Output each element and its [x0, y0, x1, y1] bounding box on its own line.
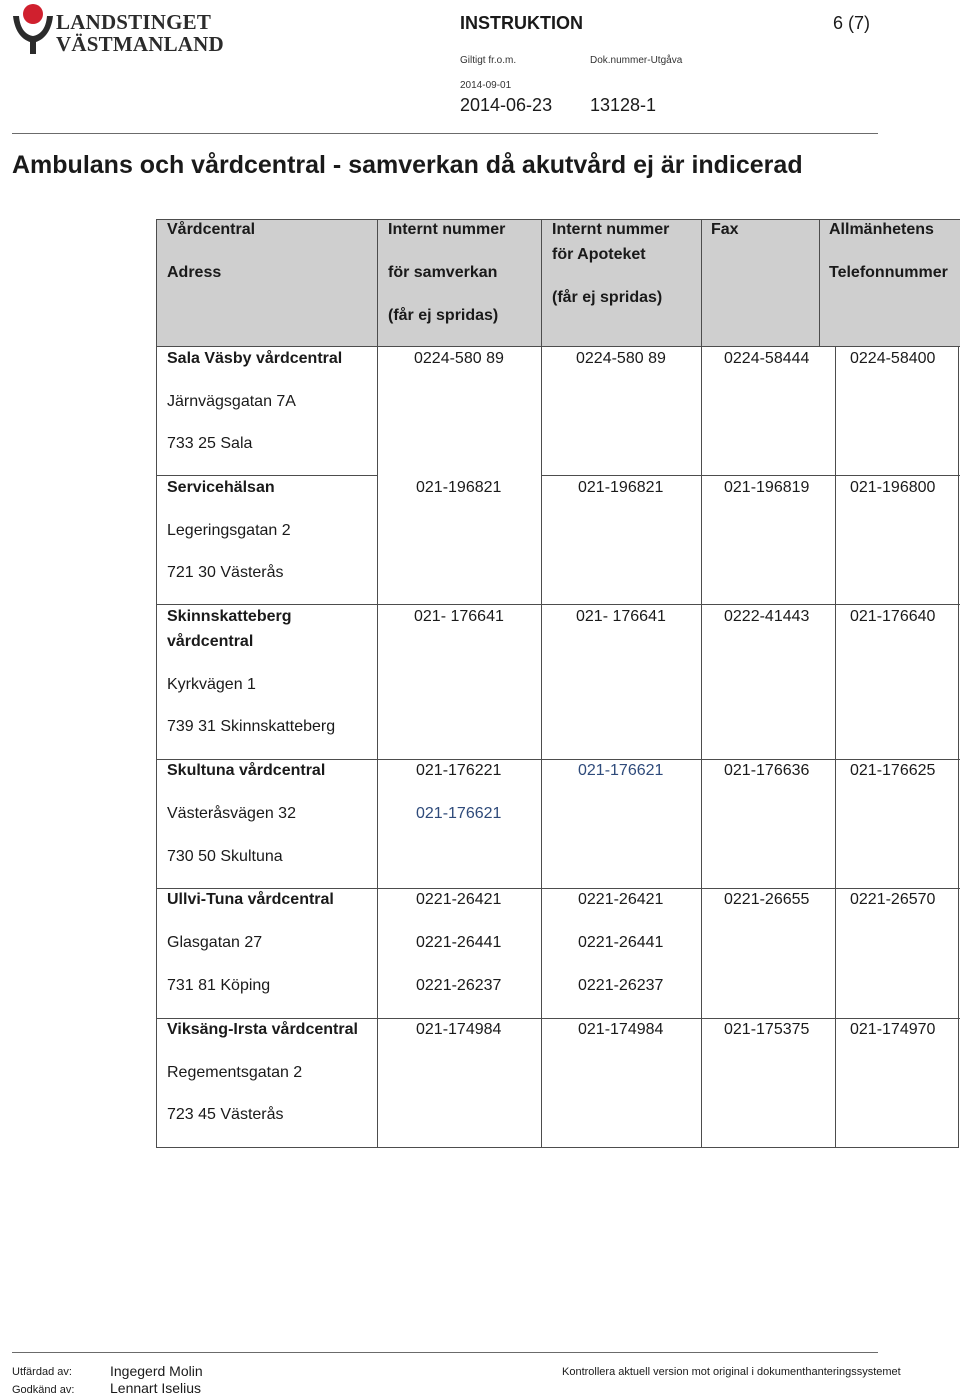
column-rule	[701, 219, 702, 1148]
row-rule	[157, 1018, 960, 1019]
header-fax: Fax	[711, 221, 739, 238]
row-internal-number: 0224-580 89	[414, 350, 504, 367]
row-public-number: 021-176625	[850, 762, 936, 779]
valid-from-date: 2014-06-23	[460, 95, 553, 115]
row-address: Regementsgatan 2	[167, 1064, 303, 1081]
row-address: 733 25 Sala	[167, 435, 253, 452]
row-fax: 0221-26655	[724, 891, 810, 908]
document-type: INSTRUKTION	[460, 13, 583, 33]
header-public-1: Allmänhetens	[829, 221, 934, 238]
row-rule	[157, 475, 377, 476]
header-public-2: Telefonnummer	[829, 264, 948, 281]
issued-by-label: Utfärdad av:	[12, 1366, 72, 1378]
header-vardcentral: Vårdcentral	[167, 221, 256, 238]
row-fax: 021-176636	[724, 762, 810, 779]
row-pharmacy-number: 0221-26421	[578, 891, 664, 908]
logo-text-line1: LANDSTINGET	[56, 10, 212, 34]
row-internal-number-link[interactable]: 021-176621	[416, 805, 502, 822]
row-address: 731 81 Köping	[167, 977, 271, 994]
row-name: vårdcentral	[167, 633, 254, 650]
page-title: Ambulans och vårdcentral - samverkan då akutvård ej är indicerad	[12, 151, 803, 179]
row-address: Västeråsvägen 32	[167, 805, 296, 822]
approved-by-label: Godkänd av:	[12, 1384, 75, 1396]
header-adress: Adress	[167, 264, 222, 281]
column-rule	[377, 219, 378, 1148]
column-rule	[835, 347, 836, 1148]
row-internal-number: 021-176221	[416, 762, 502, 779]
header-pharmacy-3: (får ej spridas)	[552, 289, 663, 306]
organization-logo	[10, 2, 224, 56]
document-number-label: Dok.nummer-Utgåva	[590, 55, 683, 66]
row-address: 723 45 Västerås	[167, 1106, 284, 1123]
row-address: 730 50 Skultuna	[167, 848, 283, 865]
column-rule	[819, 219, 820, 347]
header-internal-1: Internt nummer	[388, 221, 506, 238]
row-public-number: 021-196800	[850, 479, 936, 496]
row-name: Skultuna vårdcentral	[167, 762, 326, 779]
row-pharmacy-number-link[interactable]: 021-176621	[578, 762, 664, 779]
row-name: Ullvi-Tuna vårdcentral	[167, 891, 334, 908]
row-name: Sala Väsby vårdcentral	[167, 350, 343, 367]
row-internal-number: 0221-26441	[416, 934, 502, 951]
row-public-number: 0224-58400	[850, 350, 936, 367]
approved-by: Lennart Iselius	[110, 1380, 202, 1396]
row-fax: 021-196819	[724, 479, 810, 496]
header-internal-2: för samverkan	[388, 264, 498, 281]
revision-date: 2014-09-01	[460, 80, 512, 91]
row-name: Skinnskatteberg	[167, 608, 292, 625]
row-pharmacy-number: 0221-26237	[578, 977, 664, 994]
row-public-number: 021-176640	[850, 608, 936, 625]
header-internal-3: (får ej spridas)	[388, 307, 499, 324]
valid-from-label: Giltigt fr.o.m.	[460, 55, 517, 66]
row-rule	[157, 604, 960, 605]
row-name: Servicehälsan	[167, 479, 275, 496]
column-rule	[541, 219, 542, 1148]
row-fax: 021-175375	[724, 1021, 810, 1038]
row-address: Glasgatan 27	[167, 934, 263, 951]
row-pharmacy-number: 021-196821	[578, 479, 664, 496]
page-number: 6 (7)	[833, 13, 871, 33]
issued-by: Ingegerd Molin	[110, 1363, 203, 1379]
document-number: 13128-1	[590, 95, 657, 115]
contact-table	[156, 219, 959, 1148]
row-fax: 0224-58444	[724, 350, 810, 367]
row-rule	[541, 475, 960, 476]
row-address: Järnvägsgatan 7A	[167, 393, 296, 410]
row-address: Legeringsgatan 2	[167, 522, 291, 539]
row-internal-number: 0221-26421	[416, 891, 502, 908]
row-pharmacy-number: 021- 176641	[576, 608, 666, 625]
row-public-number: 021-174970	[850, 1021, 936, 1038]
row-pharmacy-number: 0221-26441	[578, 934, 664, 951]
row-rule	[157, 759, 960, 760]
row-name: Viksäng-Irsta vårdcentral	[167, 1021, 358, 1038]
version-check-note: Kontrollera aktuell version mot original i dokumenthanteringssystemet	[562, 1366, 901, 1378]
row-internal-number: 021- 176641	[414, 608, 504, 625]
row-public-number: 0221-26570	[850, 891, 936, 908]
row-rule	[157, 888, 960, 889]
row-address: Kyrkvägen 1	[167, 676, 256, 693]
header-pharmacy-1: Internt nummer	[552, 221, 670, 238]
row-internal-number: 0221-26237	[416, 977, 502, 994]
row-address: 739 31 Skinnskatteberg	[167, 718, 336, 735]
row-address: 721 30 Västerås	[167, 564, 284, 581]
logo-emblem-icon	[10, 2, 56, 56]
row-fax: 0222-41443	[724, 608, 810, 625]
row-internal-number: 021-174984	[416, 1021, 502, 1038]
row-internal-number: 021-196821	[416, 479, 502, 496]
logo-text-line2: VÄSTMANLAND	[56, 32, 224, 56]
row-pharmacy-number: 021-174984	[578, 1021, 664, 1038]
header-divider	[12, 133, 878, 134]
header-pharmacy-2: för Apoteket	[552, 246, 646, 263]
footer-divider	[12, 1352, 878, 1353]
row-pharmacy-number: 0224-580 89	[576, 350, 666, 367]
